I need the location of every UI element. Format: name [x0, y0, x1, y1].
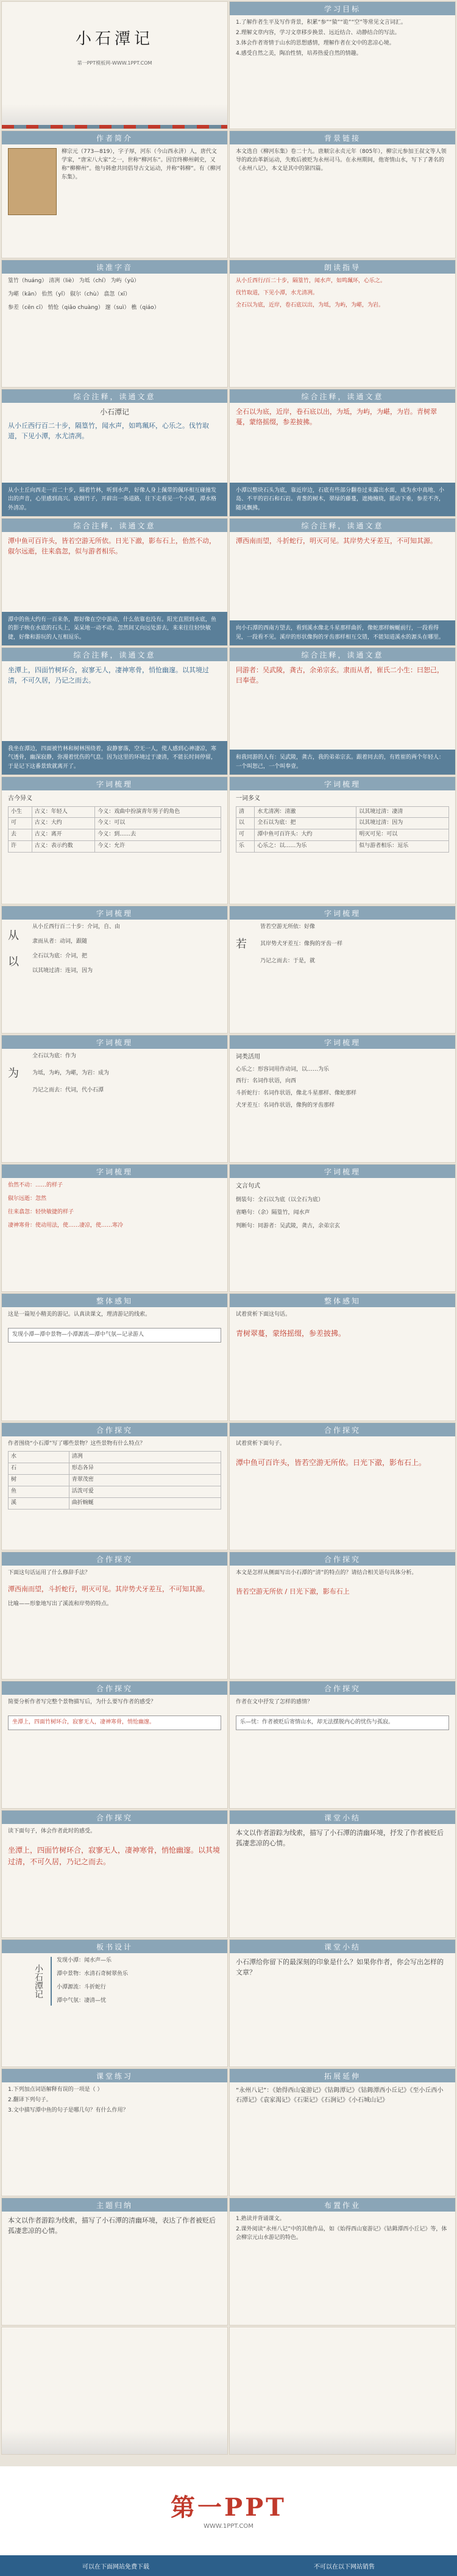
- table-cell: 可: [236, 829, 255, 841]
- vocab-table: [236, 806, 449, 853]
- slide-homework: [229, 2198, 456, 2326]
- table-cell: 今义：允许: [95, 841, 221, 853]
- question-text: 简要分析作者写完整个景物描写后，为什么要写作者的感受？: [8, 1699, 157, 1705]
- word-lines: [32, 923, 221, 976]
- table-cell: 鱼: [9, 1486, 69, 1497]
- translation-panel: 小潭以整块石头为底，靠近岸边，石底有些部分翻卷过来露出水面，成为水中高地、小岛、不平的岩石和石岩。青葱的树木，翠绿的藤蔓，遮掩缠绕，摇动下垂，参差不齐，随风飘拂。: [230, 483, 455, 516]
- slide-header: 字词梳理: [230, 1165, 455, 1178]
- row-4: [0, 389, 457, 517]
- vocab-1-body: [2, 790, 227, 856]
- text-title: 小石潭记: [99, 408, 129, 416]
- slide-text-2: [229, 389, 456, 517]
- text-5-body: [2, 661, 227, 689]
- quote-line: 皆若空游无所依 / 日光下澈，影布石上: [236, 1587, 350, 1595]
- table-row: [9, 1463, 221, 1474]
- slide-extension: [229, 2068, 456, 2196]
- quote-line: 坐潭上，四面竹树环合，寂寥无人，凄神寒骨，悄怆幽邃。以其境过清，不可久居，乃记之而去。: [8, 1845, 221, 1866]
- text-1-body: [2, 403, 227, 445]
- table-row: [9, 841, 221, 853]
- slide-header: 读准字音: [2, 260, 227, 274]
- answer-text: 比喻——形象地写出了溪流和岸势的特点。: [8, 1600, 113, 1607]
- vocab-line: 省略句：（余）隔篁竹，闻水声: [236, 1210, 310, 1216]
- vocab-5-body: [2, 1049, 227, 1099]
- row-10: [0, 1164, 457, 1292]
- word-lines: [32, 1052, 221, 1095]
- table-cell: 形态各异: [69, 1463, 221, 1474]
- cover-title: 小石潭记: [75, 30, 154, 48]
- slide-header: 合作探究: [230, 1552, 455, 1566]
- slide-vocab-8: [229, 1164, 456, 1292]
- word-line: 全石以为底：介词，把: [32, 953, 88, 959]
- slide-explore-4: [229, 1552, 456, 1680]
- slide-practice: [1, 2068, 228, 2196]
- slide-header: 拓展延伸: [230, 2069, 455, 2082]
- slide-cover: [1, 1, 228, 129]
- answer-box: 乐—忧：作者被贬后寄情山水，却无法摆脱内心的忧伤与孤寂。: [236, 1716, 449, 1730]
- slide-header: 合作探究: [230, 1423, 455, 1436]
- vocab-3-body: [2, 920, 227, 979]
- background-text: 本文选自《柳河东集》卷二十九。唐顺宗永贞元年（805年），柳宗元参加王叔文等人领导的政治革新运动，失败后被贬为永州司马。在永州期间，他寄情山水，写下了著名的《永州八记》，本文是其中的第四篇。: [236, 149, 447, 172]
- explore-1-body: [2, 1436, 227, 1513]
- extension-body: [230, 2082, 455, 2109]
- slide-header: 字词梳理: [2, 1165, 227, 1178]
- question-text: 作者在文中抒发了怎样的感情？: [236, 1699, 313, 1705]
- slide-vocab-6: [229, 1035, 456, 1163]
- vocab-line: 斗折蛇行：名词作状语，像北斗星那样、像蛇那样: [236, 1090, 357, 1097]
- table-cell: 古义：离开: [32, 829, 94, 841]
- answer-box: 发现小潭—潭中景物—小潭源流—潭中气氛—记录游人: [8, 1328, 221, 1343]
- board-body: [2, 1953, 227, 2009]
- vocab-line: 俶尔远逝：忽然: [8, 1195, 47, 1202]
- table-cell: 去: [9, 829, 32, 841]
- slide-explore-2: [229, 1422, 456, 1550]
- row-14: [0, 1681, 457, 1809]
- vocab-sub: 文言句式: [236, 1183, 260, 1190]
- board-lines: [51, 1957, 221, 2006]
- word-line: 全石以为底：作为: [32, 1053, 77, 1059]
- question-text: 这是一篇短小精美的游记。认真读课文，理清游记的线索。: [8, 1311, 151, 1318]
- translation-panel: 潭中的鱼大约有一百来条，都好像在空中游动，什么依靠也没有。阳光直照到水底，鱼的影子映在水底的石头上，呆呆地一动不动，忽然间又向远处游去，来来往往轻快敏捷，好像和游玩的人互相逗乐。: [2, 612, 227, 645]
- vocab-sub: 一词多义: [236, 795, 260, 802]
- slide-header: 字词梳理: [230, 906, 455, 920]
- row-19: [0, 2327, 457, 2455]
- goal-item: 3.体会作者寄情于山水的思想感情，理解作者在文中的悲凉心境。: [236, 40, 395, 46]
- table-cell: 以: [236, 818, 255, 829]
- slide-overview-2: [229, 1293, 456, 1421]
- goal-item: 2.理解文章内容，学习文章移步换景、远近结合、动静结合的写法。: [236, 29, 400, 36]
- table-cell: 树: [9, 1474, 69, 1486]
- slide-explore-1: [1, 1422, 228, 1550]
- author-text: 柳宗元（773—819），字子厚，河东（今山西永济）人，唐代文学家，“唐宋八大家”之一，世称“柳河东”。因官终柳州刺史，又称“柳柳州”。他与韩愈共同倡导古文运动，并称“韩柳”。有《柳河东集》。: [62, 149, 221, 180]
- vocab-7-body: [2, 1178, 227, 1234]
- slide-header: 字词梳理: [230, 1035, 455, 1049]
- slide-explore-6: [229, 1681, 456, 1809]
- stripe-decoration: [2, 125, 227, 129]
- translation-panel: 从小土丘向西走一百二十步，隔着竹林，听到水声，好像人身上佩带的佩环相互碰撞发出的声音，心里感到高兴。砍倒竹子，开辟出一条道路，往下走看见一个小潭，潭水格外清凉。: [2, 483, 227, 516]
- table-cell: 清冽: [69, 1451, 221, 1463]
- overview-2-body: [230, 1307, 455, 1343]
- row-3: [0, 260, 457, 388]
- pronounce-line: 篁竹（huáng） 清冽（liè） 为坻（chí） 为屿（yǔ）: [8, 278, 140, 284]
- table-cell: 古义：表示约数: [32, 841, 94, 853]
- board-line: 潭中景物：水清石奇树翠鱼乐: [57, 1970, 129, 1977]
- reading-line: 从小丘西行/百二十步，隔篁竹，闻水声，如鸣珮环，心乐之。: [236, 278, 386, 284]
- slide-explore-3: [1, 1552, 228, 1680]
- word-lines: [260, 923, 449, 966]
- table-cell: 以其境过清：凄清: [356, 806, 449, 818]
- table-cell: 清: [236, 806, 255, 818]
- pronounce-line: 参差（cēn cī） 悄怆（qiǎo chuàng） 邃（suì） 樵（qiáo）: [8, 304, 160, 311]
- goals-list: [230, 15, 455, 64]
- slide-vocab-3: [1, 906, 228, 1034]
- explore-7-body: [2, 1824, 227, 1871]
- table-cell: 青翠茂密: [69, 1474, 221, 1486]
- slide-header: 综合注释，读通文意: [230, 389, 455, 403]
- original-text: 潭西南而望，斗折蛇行，明灭可见。其岸势犬牙差互，不可知其源。: [236, 537, 437, 545]
- slide-text-5: [1, 647, 228, 775]
- summary-1-body: [230, 1824, 455, 1852]
- explore-5-body: [2, 1695, 227, 1734]
- original-text: 潭中鱼可百许头，皆若空游无所依。日光下澈，影布石上，佁然不动，俶尔远逝，往来翕忽，似与游者相乐。: [8, 537, 216, 556]
- word-line: 其岸势犬牙差互：像狗的牙齿一样: [260, 940, 343, 947]
- text-6-body: [230, 661, 455, 689]
- slide-header: 字词梳理: [2, 777, 227, 790]
- vocab-8-body: [230, 1178, 455, 1235]
- footer: [0, 2466, 457, 2576]
- practice-item: 3.文中描写潭中鱼的句子是哪几句？有什么作用？: [8, 2107, 129, 2113]
- slide-summary-2: [229, 1939, 456, 2067]
- vocab-line: 凄神寒骨：使动用法，使……凄凉，使……寒冷: [8, 1222, 124, 1229]
- word-line: 为坻，为屿，为嵁，为岩：成为: [32, 1070, 110, 1076]
- row-17: [0, 2068, 457, 2196]
- table-cell: 乐: [236, 841, 255, 853]
- table-row: [9, 829, 221, 841]
- slide-text-1: [1, 389, 228, 517]
- original-text: 同游者：吴武陵，龚古，余弟宗玄。隶而从者，崔氏二小生：曰恕己，曰奉壹。: [236, 666, 444, 685]
- vocab-sub: 古今异义: [8, 795, 32, 802]
- slide-header: 课堂小结: [230, 1940, 455, 1953]
- translation-panel: 我坐在潭边，四面被竹林和树林围绕着，寂静寥落，空无一人，使人感到心神凄凉，寒气透骨，幽深寂静，弥漫着忧伤的气息。因为这里的环境过于凄清，不能长时间停留，于是记下这番景致就离开了。: [2, 741, 227, 775]
- row-8: [0, 906, 457, 1034]
- vocab-2-body: [230, 790, 455, 856]
- slide-vocab-7: [1, 1164, 228, 1292]
- board-line: 发现小潭：闻水声—乐: [57, 1957, 112, 1964]
- goal-item: 1.了解作者生平及写作背景，积累“参”“猿”“诡”“空”等常见文言词汇。: [236, 20, 406, 26]
- row-18: [0, 2198, 457, 2326]
- theme-body: [2, 2212, 227, 2240]
- pronounce-line: 为嵁（kān） 佁然（yǐ） 俶尔（chù） 翕忽（xī）: [8, 291, 131, 297]
- slide-overview-1: [1, 1293, 228, 1421]
- footer-logo: 第一PPT: [171, 2493, 286, 2522]
- table-cell: 许: [9, 841, 32, 853]
- slide-author: [1, 130, 228, 258]
- table-row: [9, 1486, 221, 1497]
- reading-line: 伐竹取道，下见小潭，水尤清冽。: [236, 289, 319, 296]
- word-line: 从小丘西行百二十步：介词，自、由: [32, 924, 121, 930]
- table-cell: 潭中鱼可百许头：大约: [255, 829, 356, 841]
- slide-goals: [229, 1, 456, 129]
- slide-text-4: [229, 518, 456, 646]
- slide-header: 综合注释，读通文意: [230, 519, 455, 532]
- translation-panel: 向小石潭的西南方望去，看到溪水像北斗星那样曲折，像蛇那样蜿蜒前行，一段看得见，一段看不见。溪岸的形状像狗的牙齿那样相互交错，不能知道溪水的源头在哪里。: [230, 620, 455, 645]
- vocab-sub: 词类活用: [236, 1054, 260, 1060]
- question-text: 本文是怎样从侧面写出小石潭的“清”的特点的？请结合相关语句具体分析。: [236, 1570, 417, 1576]
- word-line: 乃记之而去：于是，就: [260, 957, 316, 964]
- slide-header: 朗读指导: [230, 260, 455, 274]
- row-12: [0, 1422, 457, 1550]
- table-row: [9, 1497, 221, 1509]
- table-cell: 今义：到……去: [95, 829, 221, 841]
- row-7: [0, 776, 457, 904]
- slide-header: 学习目标: [230, 2, 455, 15]
- slide-theme: [1, 2198, 228, 2326]
- slide-header: 合作探究: [230, 1681, 455, 1695]
- slide-explore-5: [1, 1681, 228, 1809]
- table-cell: 曲折蜿蜒: [69, 1497, 221, 1509]
- board-line: 潭中气氛：凄清—忧: [57, 1997, 107, 2004]
- practice-item: 2.翻译下列句子。: [8, 2096, 52, 2103]
- explore-6-body: [230, 1695, 455, 1734]
- cover-site: 第一PPT模板网-WWW.1PPT.COM: [77, 60, 152, 66]
- word-line: 皆若空游无所依：好像: [260, 924, 316, 930]
- slide-reading-guide: [229, 260, 456, 388]
- slide-header: 合作探究: [2, 1552, 227, 1566]
- slide-vocab-1: [1, 776, 228, 904]
- table-row: [9, 818, 221, 829]
- slide-header: 综合注释，读通文意: [2, 519, 227, 532]
- row-1: [0, 1, 457, 129]
- word-label: 若: [236, 937, 247, 951]
- original-text: 全石以为底，近岸，卷石底以出，为坻，为屿，为嵁，为岩。青树翠蔓，蒙络摇缀，参差披拂。: [236, 408, 437, 427]
- slide-blank-left: [1, 2327, 228, 2455]
- slide-header: 综合注释，读通文意: [230, 648, 455, 661]
- vocab-table: [8, 806, 221, 853]
- theme-text: 本文以作者游踪为线索，描写了小石潭的清幽环境，表达了作者被贬后孤凄悲凉的心情。: [8, 2216, 216, 2235]
- quote-line: 潭西南而望，斗折蛇行，明灭可见。其岸势犬牙差互，不可知其源。: [8, 1584, 209, 1593]
- slide-header: 合作探究: [2, 1681, 227, 1695]
- table-cell: 今义：戏曲中扮演青年男子的角色: [95, 806, 221, 818]
- row-15: [0, 1810, 457, 1938]
- vocab-4-body: [230, 920, 455, 970]
- row-16: [0, 1939, 457, 2067]
- word-label: 为: [8, 1066, 19, 1080]
- table-cell: 可: [9, 818, 32, 829]
- overview-1-body: [2, 1307, 227, 1346]
- word-labels: [8, 923, 26, 976]
- table-cell: 今义：可以: [95, 818, 221, 829]
- vocab-line: 犬牙差互：名词作状语，像狗的牙齿那样: [236, 1102, 335, 1109]
- slide-header: 合作探究: [2, 1811, 227, 1824]
- homework-item: 2.课外阅读“永州八记”中的其他作品，如《始得西山宴游记》《钴鉧潭西小丘记》等，体会柳宗元山水游记的特色。: [236, 2226, 447, 2241]
- vocab-6-body: [230, 1049, 455, 1114]
- text-2-body: [230, 403, 455, 431]
- slide-header: 布置作业: [230, 2198, 455, 2212]
- explore-3-body: [2, 1566, 227, 1613]
- table-cell: 水尤清冽：清澈: [255, 806, 356, 818]
- row-11: [0, 1293, 457, 1421]
- slide-explore-7: [1, 1810, 228, 1938]
- pronounce-body: [2, 274, 227, 316]
- table-cell: 古义：大约: [32, 818, 94, 829]
- slide-header: 课堂练习: [2, 2069, 227, 2082]
- row-9: [0, 1035, 457, 1163]
- summary-text: 本文以作者游踪为线索，描写了小石潭的清幽环境，抒发了作者被贬后孤凄悲凉的心情。: [236, 1829, 444, 1848]
- slide-header: 作者简介: [2, 131, 227, 144]
- table-row: [236, 829, 449, 841]
- word-line: 以其境过清：连词，因为: [32, 967, 93, 974]
- question-text: 试着赏析下面这句话。: [236, 1311, 291, 1318]
- slide-header: 整体感知: [230, 1294, 455, 1307]
- word-label: 从: [8, 929, 19, 943]
- slide-vocab-5: [1, 1035, 228, 1163]
- vocab-line: 心乐之：形容词用作动词，以……为乐: [236, 1066, 330, 1073]
- table-cell: 似与游者相乐：逗乐: [356, 841, 449, 853]
- slide-blank-right: [229, 2327, 456, 2455]
- slide-text-3: [1, 518, 228, 646]
- homework-item: 1.熟读并背诵课文。: [236, 2216, 285, 2222]
- slide-header: 字词梳理: [2, 1035, 227, 1049]
- explore-4-body: [230, 1566, 455, 1600]
- row-6: [0, 647, 457, 775]
- footer-right-text: 不可以在以下网站销售: [314, 2563, 375, 2571]
- row-13: [0, 1552, 457, 1680]
- board-title: 小石潭记: [34, 1964, 43, 1998]
- table-cell: 古义：年轻人: [32, 806, 94, 818]
- board-line: 小潭源流：斗折蛇行: [57, 1984, 107, 1990]
- mountain-decoration: [230, 2430, 455, 2454]
- original-text: 坐潭上，四面竹树环合，寂寥无人，凄神寒骨，悄怆幽邃。以其境过清，不可久居，乃记之而去。: [8, 666, 209, 685]
- vocab-line: 西行：名词作状语，向西: [236, 1078, 297, 1085]
- summary-text: 小石潭给你留下的最深刻的印象是什么？如果你作者，你会写出怎样的文章？: [236, 1958, 444, 1977]
- table-cell: 水: [9, 1451, 69, 1463]
- vocab-line: 佁然不动：……的样子: [8, 1182, 63, 1188]
- translation-panel: 和我同游的人有：吴武陵，龚古，我的弟弟宗玄。跟着同去的，有姓崔的两个年轻人：一个叫恕己，一个叫奉壹。: [230, 750, 455, 775]
- slide-header: 整体感知: [2, 1294, 227, 1307]
- text-3-body: [2, 532, 227, 560]
- slide-vocab-2: [229, 776, 456, 904]
- goal-item: 4.感受自然之美，陶冶性情，培养热爱自然的情趣。: [236, 50, 362, 57]
- footer-left-text: 可以在下面网站免费下载: [82, 2563, 149, 2571]
- table-row: [236, 818, 449, 829]
- slide-header: 背景链接: [230, 131, 455, 144]
- footer-bar: [0, 2555, 457, 2576]
- author-body: [2, 144, 227, 219]
- word-line: 乃记之而去：代词，代小石潭: [32, 1087, 104, 1093]
- practice-item: 1.下列加点词语解释有误的一项是（ ）: [8, 2087, 103, 2093]
- reading-body: [230, 274, 455, 314]
- slide-vocab-4: [229, 906, 456, 1034]
- table-cell: 小生: [9, 806, 32, 818]
- vocab-line: 判断句：同游者：吴武陵，龚古，余弟宗玄: [236, 1223, 341, 1230]
- slide-text-6: [229, 647, 456, 775]
- original-text: 从小丘西行百二十步，隔篁竹，闻水声，如鸣珮环，心乐之。伐竹取道，下见小潭，水尤清冽。: [8, 421, 209, 440]
- reading-line: 全石以为底，近岸，卷石底以出，为坻，为屿，为嵁，为岩。: [236, 302, 384, 308]
- scenery-table: [8, 1451, 221, 1510]
- table-cell: 心乐之：以……为乐: [255, 841, 356, 853]
- slide-header: 综合注释，读通文意: [2, 648, 227, 661]
- table-row: [9, 1451, 221, 1463]
- word-label: 以: [8, 956, 19, 969]
- slide-header: 板书设计: [2, 1940, 227, 1953]
- extension-text: “永州八记”：《始得西山宴游记》《钴鉧潭记》《钴鉧潭西小丘记》《至小丘西小石潭记》《袁家渴记》《石渠记》《石涧记》《小石城山记》: [236, 2087, 444, 2104]
- table-row: [236, 806, 449, 818]
- answer-box: 坐潭上，四面竹树环合，寂寥无人，凄神寒骨，悄怆幽邃。: [8, 1716, 221, 1730]
- table-row: [9, 1474, 221, 1486]
- slide-header: 综合注释，读通文意: [2, 389, 227, 403]
- slide-board: [1, 1939, 228, 2067]
- footer-url[interactable]: WWW.1PPT.COM: [204, 2523, 253, 2530]
- homework-list: [230, 2212, 455, 2248]
- table-row: [236, 841, 449, 853]
- summary-2-body: [230, 1953, 455, 1981]
- quote-line: 青树翠蔓，蒙络摇缀，参差披拂。: [236, 1329, 346, 1338]
- table-cell: 溪: [9, 1497, 69, 1509]
- vocab-line: 往来翕忽：轻快敏捷的样子: [8, 1208, 74, 1215]
- row-2: [0, 130, 457, 258]
- table-cell: 明灭可见：可以: [356, 829, 449, 841]
- explore-2-body: [230, 1436, 455, 1472]
- slide-pronounce: [1, 260, 228, 388]
- slide-background: [229, 130, 456, 258]
- question-text: 读下面句子，体会作者此时的感受。: [8, 1828, 96, 1834]
- text-4-body: [230, 532, 455, 550]
- question-text: 下面这句话运用了什么修辞手法？: [8, 1570, 91, 1576]
- row-5: [0, 518, 457, 646]
- question-text: 作者围绕“小石潭”写了哪些景物？这些景物有什么特点？: [8, 1441, 146, 1447]
- author-portrait: [8, 148, 57, 215]
- slide-header: 合作探究: [2, 1423, 227, 1436]
- table-cell: 以其境过清：因为: [356, 818, 449, 829]
- table-cell: 活泼可爱: [69, 1486, 221, 1497]
- quote-line: 潭中鱼可百许头，皆若空游无所依。日光下澈，影布石上。: [236, 1458, 427, 1467]
- mountain-decoration: [2, 2430, 227, 2454]
- word-line: 隶而从者：动词，跟随: [32, 938, 88, 945]
- slide-header: 主题归纳: [2, 2198, 227, 2212]
- slide-header: 字词梳理: [230, 777, 455, 790]
- slide-header: 课堂小结: [230, 1811, 455, 1824]
- table-row: [9, 806, 221, 818]
- vocab-line: 倒装句：全石以为底（以全石为底）: [236, 1196, 324, 1203]
- slide-header: 字词梳理: [2, 906, 227, 920]
- question-text: 试着赏析下面句子。: [236, 1441, 286, 1447]
- practice-list: [2, 2082, 227, 2121]
- slide-summary-1: [229, 1810, 456, 1938]
- table-cell: 全石以为底：把: [255, 818, 356, 829]
- table-cell: 石: [9, 1463, 69, 1474]
